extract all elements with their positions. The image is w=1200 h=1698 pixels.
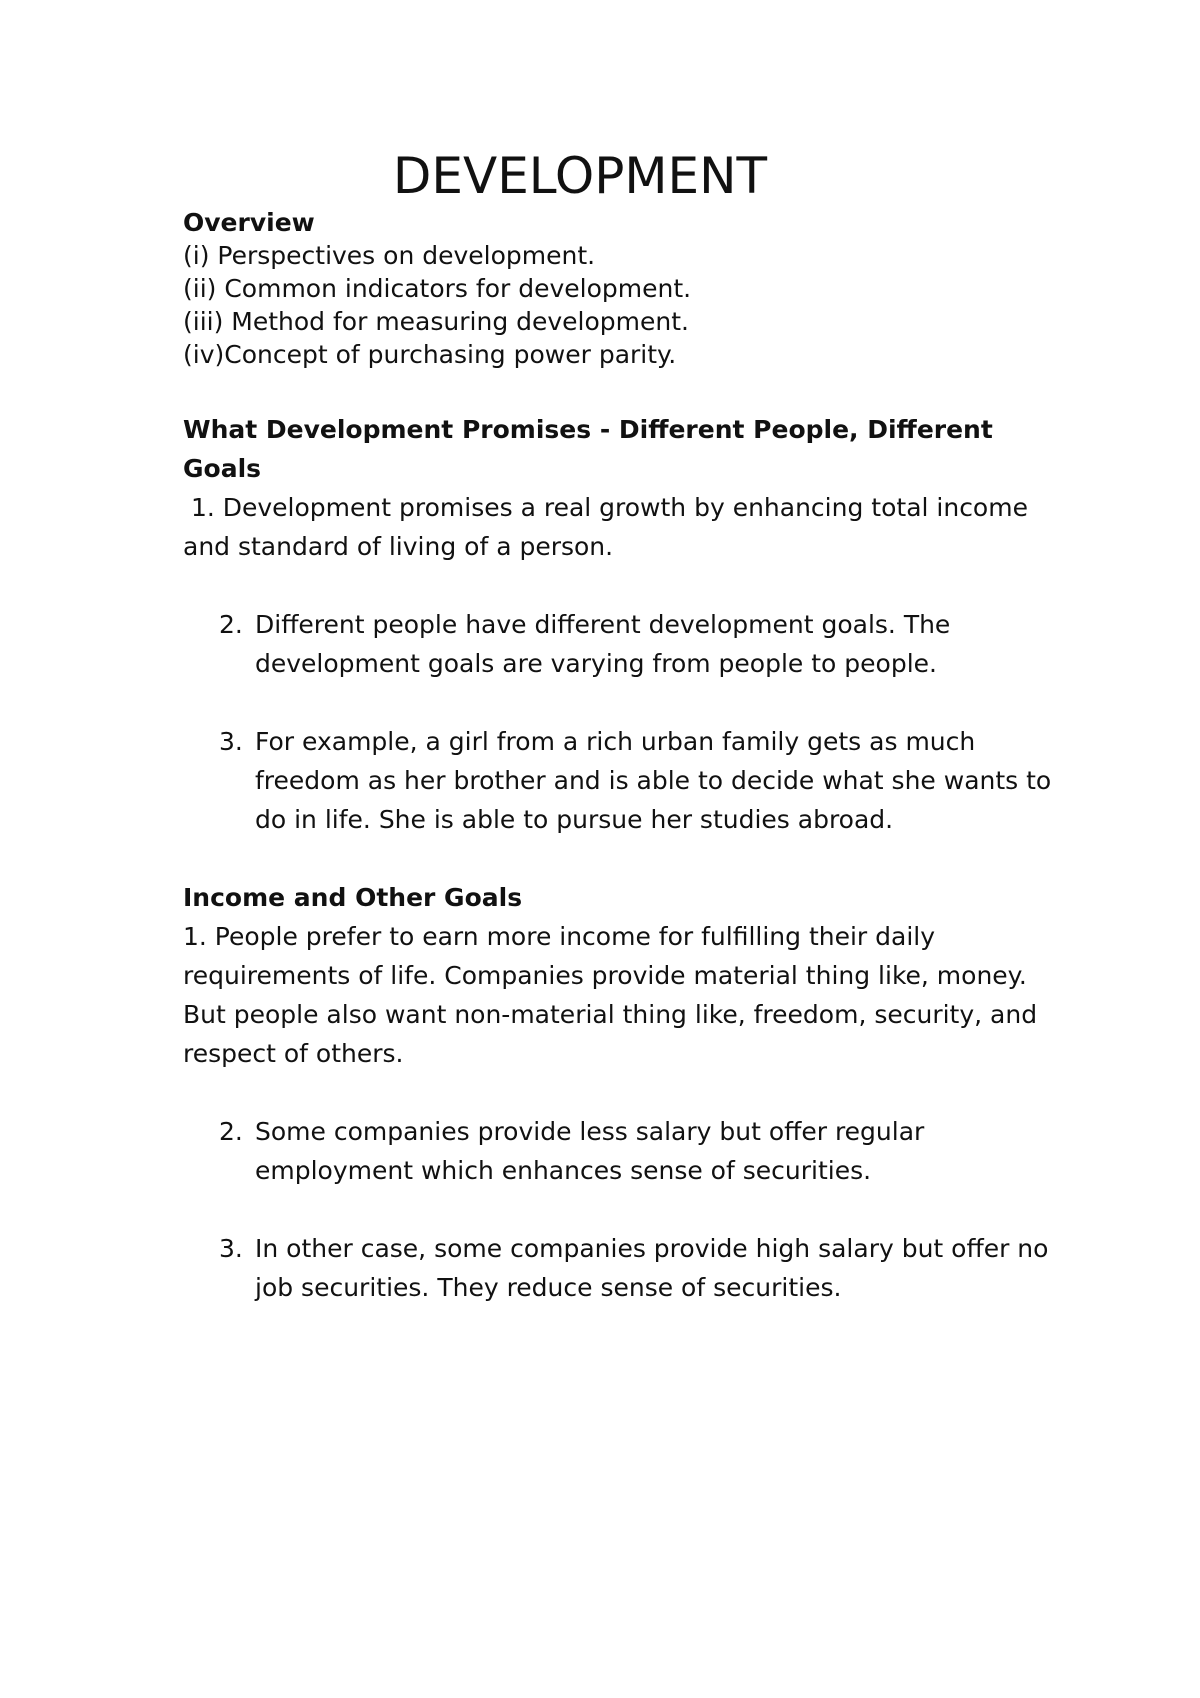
document-body (183, 206, 1063, 1307)
income-point-2 (183, 1112, 1063, 1190)
income-point-3 (183, 1229, 1063, 1307)
overview-section (183, 206, 1063, 371)
list-text: In other case, some companies provide high salary but offer no job securities. They reduce sense of securities. (255, 1234, 1049, 1302)
overview-item: (i) Perspectives on development. (183, 241, 596, 270)
list-text: Some companies provide less salary but offer regular employment which enhances sense of securities. (255, 1117, 925, 1185)
overview-item: (iv)Concept of purchasing power parity. (183, 340, 677, 369)
overview-item: (iii) Method for measuring development. (183, 307, 689, 336)
promises-section (183, 410, 1063, 839)
promises-point-3 (183, 722, 1063, 839)
promises-heading: What Development Promises - Different People, Different Goals (183, 415, 993, 483)
list-text: Different people have different development goals. The development goals are varying from people to people. (255, 610, 951, 678)
document-title: DEVELOPMENT (392, 147, 768, 205)
list-number: 2. (219, 1117, 243, 1146)
list-number: 3. (219, 727, 243, 756)
list-number: 3. (219, 1234, 243, 1263)
promises-point-2 (183, 605, 1063, 683)
overview-heading: Overview (183, 208, 315, 237)
promises-point-1: 1. Development promises a real growth by enhancing total income and standard of living of a person. (183, 493, 1036, 561)
overview-item: (ii) Common indicators for development. (183, 274, 692, 303)
income-section (183, 878, 1063, 1307)
list-text: For example, a girl from a rich urban family gets as much freedom as her brother and is able to decide what she wants to do in life. She is able to pursue her studies abroad. (255, 727, 1052, 834)
income-point-1: 1. People prefer to earn more income for fulfilling their daily requirements of life. Companies provide material thing like, money. But people also want non-material thing like, freedom, security, and respect of others. (183, 922, 1038, 1068)
income-heading: Income and Other Goals (183, 883, 523, 912)
list-number: 2. (219, 610, 243, 639)
